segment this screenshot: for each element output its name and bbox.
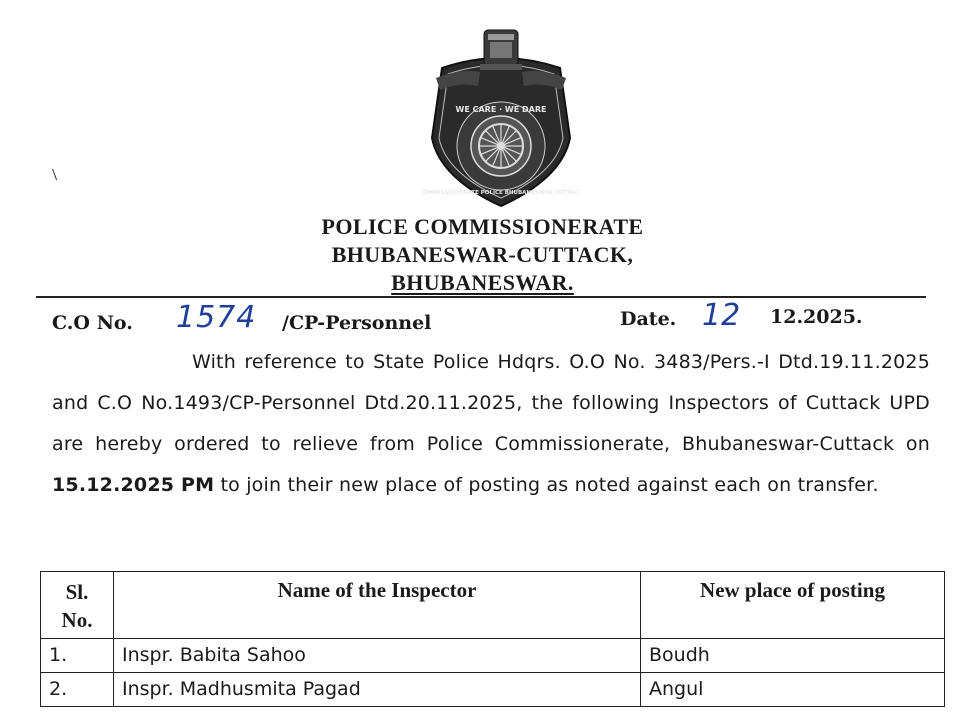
body-text-after: to join their new place of posting as noted against each on transfer. [214, 474, 879, 496]
header-posting: New place of posting [641, 572, 945, 639]
office-title-line2: BHUBANESWAR-CUTTACK, [331, 242, 634, 267]
stray-pen-mark [52, 168, 60, 181]
table-header-row [41, 572, 945, 639]
date-label: Date. [620, 308, 677, 330]
emblem-ring-text: WE CARE · WE DARE [455, 105, 547, 114]
header-no: No. [61, 608, 93, 632]
order-body-paragraph [52, 342, 930, 506]
co-number-handwritten: 1574 [176, 300, 257, 335]
emblem-bottom-text: COMMISSIONERATE POLICE BHUBANESWAR CUTTACK [422, 190, 580, 196]
office-title-line1: POLICE COMMISSIONERATE [321, 214, 644, 239]
row-name: Inspr. Madhusmita Pagad [114, 673, 641, 707]
relieve-date: 15.12.2025 PM [52, 474, 215, 496]
row-sl: 2. [41, 673, 114, 707]
body-text-before: With reference to State Police Hdqrs. O.O No. 3483/Pers.-I Dtd.19.11.2025 and C.O No.1493/CP-Personnel Dtd.20.11.2025, the following Inspectors of Cuttack UPD are hereby ordered to relieve from Police Commissionerate, Bhubaneswar-Cuttack on [52, 351, 930, 455]
co-suffix: /CP-Personnel [282, 312, 432, 334]
date-month-year: 12.2025. [770, 306, 863, 328]
date-day-handwritten: 12 [702, 298, 741, 333]
header-sl: Sl. [65, 580, 89, 604]
header-sl-no [41, 572, 114, 639]
police-emblem-logo [422, 28, 580, 210]
row-name: Inspr. Babita Sahoo [114, 639, 641, 673]
office-title-line3 [0, 270, 965, 296]
row-posting: Boudh [641, 639, 945, 673]
order-reference-line [52, 298, 932, 340]
table-row [41, 639, 945, 673]
office-title-line3-text: BHUBANESWAR. [391, 270, 574, 295]
co-label: C.O No. [52, 312, 133, 334]
row-sl: 1. [41, 639, 114, 673]
row-posting: Angul [641, 673, 945, 707]
header-name: Name of the Inspector [114, 572, 641, 639]
table-row [41, 673, 945, 707]
transfer-table [40, 571, 945, 707]
header-divider [36, 296, 926, 298]
